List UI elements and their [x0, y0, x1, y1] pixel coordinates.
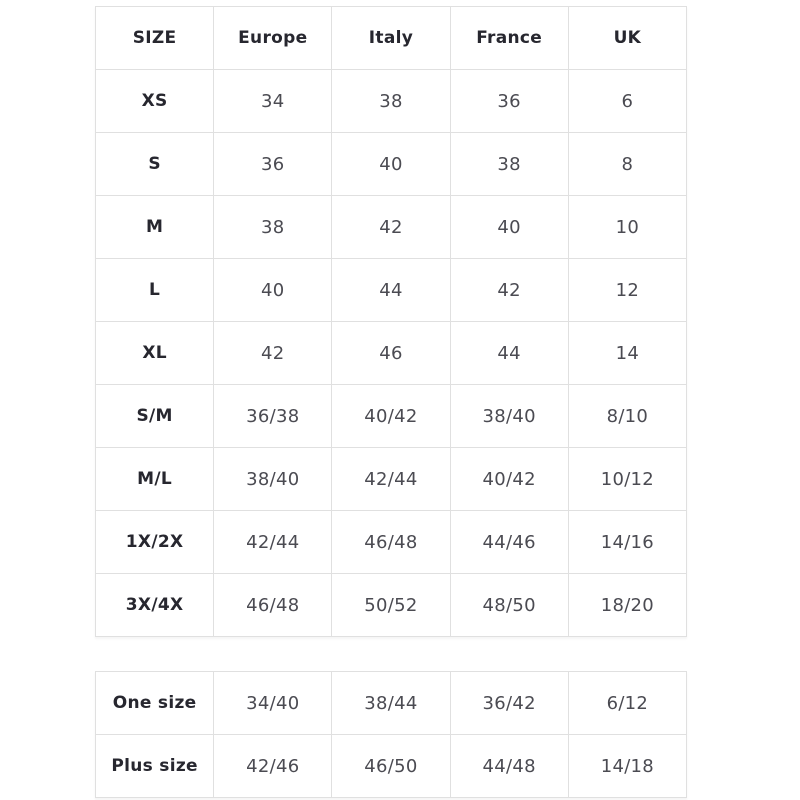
size-value-cell: 42: [450, 259, 568, 322]
size-value-cell: 42: [214, 322, 332, 385]
size-label-cell: L: [96, 259, 214, 322]
table-row: [96, 259, 687, 322]
size-label-cell: 3X/4X: [96, 574, 214, 637]
size-value-cell: 10/12: [568, 448, 686, 511]
size-value-cell: 40: [332, 133, 450, 196]
size-value-cell: 48/50: [450, 574, 568, 637]
size-value-cell: 36: [214, 133, 332, 196]
size-value-cell: 14/18: [568, 735, 686, 798]
size-label-cell: M: [96, 196, 214, 259]
size-conversion-table: [95, 6, 687, 637]
table-row: [96, 735, 687, 798]
size-value-cell: 46: [332, 322, 450, 385]
size-value-cell: 46/50: [332, 735, 450, 798]
size-value-cell: 40: [214, 259, 332, 322]
table-row: [96, 385, 687, 448]
size-value-cell: 38: [450, 133, 568, 196]
size-value-cell: 8/10: [568, 385, 686, 448]
size-value-cell: 42/46: [214, 735, 332, 798]
size-value-cell: 36/38: [214, 385, 332, 448]
size-value-cell: 50/52: [332, 574, 450, 637]
size-label-cell: 1X/2X: [96, 511, 214, 574]
size-label-cell: M/L: [96, 448, 214, 511]
table-row: [96, 448, 687, 511]
size-value-cell: 42: [332, 196, 450, 259]
size-value-cell: 6/12: [568, 672, 686, 735]
size-value-cell: 44: [450, 322, 568, 385]
size-label-cell: XL: [96, 322, 214, 385]
size-label-cell: Plus size: [96, 735, 214, 798]
size-label-cell: One size: [96, 672, 214, 735]
size-value-cell: 14/16: [568, 511, 686, 574]
table-row: [96, 574, 687, 637]
size-value-cell: 18/20: [568, 574, 686, 637]
column-header-italy: Italy: [332, 7, 450, 70]
table-row: [96, 196, 687, 259]
size-value-cell: 40/42: [332, 385, 450, 448]
size-value-cell: 14: [568, 322, 686, 385]
size-value-cell: 10: [568, 196, 686, 259]
column-header-europe: Europe: [214, 7, 332, 70]
table-header-row: [96, 7, 687, 70]
size-value-cell: 42/44: [214, 511, 332, 574]
table-row: [96, 70, 687, 133]
size-value-cell: 40/42: [450, 448, 568, 511]
table-body: [96, 70, 687, 637]
table-row: [96, 7, 687, 70]
column-header-france: France: [450, 7, 568, 70]
table-row: [96, 133, 687, 196]
table-row: [96, 672, 687, 735]
column-header-size: SIZE: [96, 7, 214, 70]
size-value-cell: 34/40: [214, 672, 332, 735]
size-label-cell: XS: [96, 70, 214, 133]
one-size-plus-size-table: [95, 671, 687, 798]
column-header-uk: UK: [568, 7, 686, 70]
table-row: [96, 511, 687, 574]
table-row: [96, 322, 687, 385]
size-charts-container: [95, 6, 687, 798]
size-value-cell: 46/48: [214, 574, 332, 637]
size-value-cell: 6: [568, 70, 686, 133]
table-body: [96, 672, 687, 798]
size-value-cell: 38/40: [214, 448, 332, 511]
size-value-cell: 44/46: [450, 511, 568, 574]
size-value-cell: 44: [332, 259, 450, 322]
size-value-cell: 40: [450, 196, 568, 259]
size-value-cell: 38: [214, 196, 332, 259]
size-value-cell: 38/40: [450, 385, 568, 448]
size-label-cell: S: [96, 133, 214, 196]
size-value-cell: 38: [332, 70, 450, 133]
size-value-cell: 36: [450, 70, 568, 133]
size-value-cell: 44/48: [450, 735, 568, 798]
size-value-cell: 46/48: [332, 511, 450, 574]
size-value-cell: 12: [568, 259, 686, 322]
size-value-cell: 38/44: [332, 672, 450, 735]
size-value-cell: 36/42: [450, 672, 568, 735]
size-label-cell: S/M: [96, 385, 214, 448]
size-value-cell: 42/44: [332, 448, 450, 511]
size-value-cell: 34: [214, 70, 332, 133]
size-value-cell: 8: [568, 133, 686, 196]
